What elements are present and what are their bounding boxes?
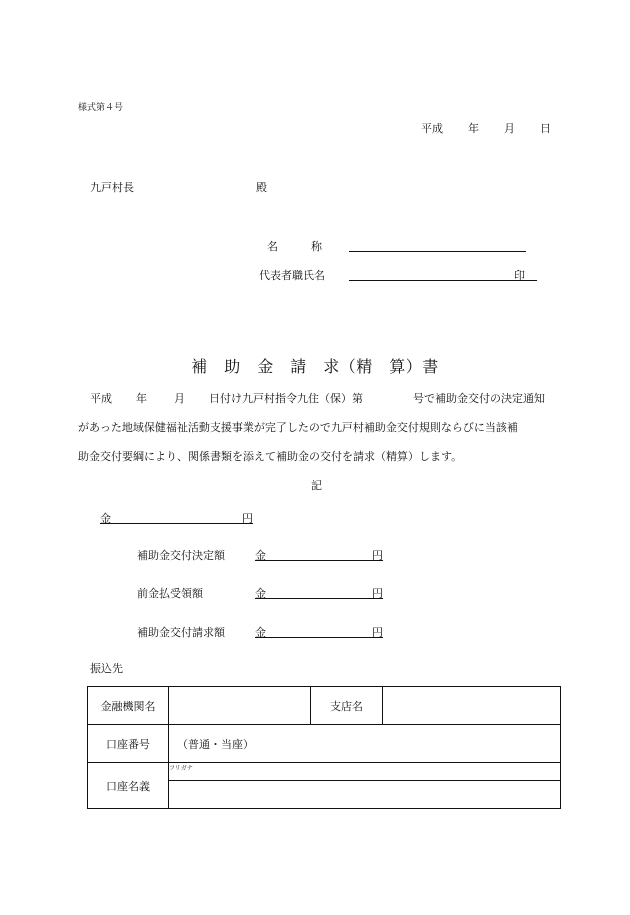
decision-amount-label: 補助金交付決定額	[137, 549, 225, 562]
furigana-label: フリガナ	[169, 765, 193, 772]
total-prefix: 金	[100, 512, 111, 525]
request-amount-line[interactable]	[255, 637, 383, 638]
bank-input-cell[interactable]	[169, 687, 311, 725]
advance-amount-suffix: 円	[372, 587, 383, 600]
account-name-label-cell	[88, 763, 169, 809]
applicant-name-label: 名 称	[267, 240, 322, 253]
account-type: （普通・当座）	[177, 737, 254, 751]
branch-label-cell	[311, 687, 383, 725]
request-amount-label: 補助金交付請求額	[137, 626, 225, 639]
branch-input-cell[interactable]	[383, 687, 561, 725]
addressee-title: 九戸村長	[90, 181, 134, 194]
document-title: 補 助 金 請 求（精 算）書	[191, 357, 439, 376]
bank-label: 金融機関名	[100, 699, 156, 713]
applicant-name-line[interactable]	[349, 251, 526, 252]
body-notice: 号で補助金交付の決定通知	[413, 392, 545, 405]
body-month: 月	[174, 392, 185, 405]
date-year-unit: 年	[468, 122, 479, 135]
total-amount-line[interactable]	[100, 523, 253, 524]
seal-mark: 印	[514, 269, 525, 282]
ki-mark: 記	[311, 479, 322, 492]
account-number-label: 口座番号	[106, 737, 150, 751]
bank-table	[87, 686, 561, 809]
account-number-row	[88, 725, 561, 763]
body-year: 年	[136, 392, 147, 405]
date-month-unit: 月	[504, 122, 515, 135]
body-era: 平成	[90, 392, 112, 405]
furigana-cell[interactable]	[169, 763, 561, 781]
addressee-honorific: 殿	[256, 181, 267, 194]
request-amount-prefix: 金	[255, 626, 266, 639]
date-era: 平成	[421, 122, 443, 135]
total-suffix: 円	[242, 512, 253, 525]
body-line-3: 助金交付要綱により、関係書類を添えて補助金の交付を請求（精算）します。	[78, 450, 463, 463]
body-line-2: があった地域保健福祉活動支援事業が完了したので九戸村補助金交付規則ならびに当該補	[78, 421, 518, 434]
body-date-ref: 日付け九戸村指令九住（保）第	[209, 392, 363, 405]
account-name-input-cell[interactable]	[169, 781, 561, 809]
bank-label-cell	[88, 687, 169, 725]
applicant-rep-label: 代表者職氏名	[259, 269, 325, 282]
date-day-unit: 日	[540, 122, 551, 135]
bank-row	[88, 687, 561, 725]
account-name-row	[88, 763, 561, 781]
transfer-heading: 振込先	[90, 662, 123, 675]
account-number-label-cell	[88, 725, 169, 763]
account-name-label: 口座名義	[106, 779, 150, 793]
advance-amount-label: 前金払受領額	[137, 587, 203, 600]
advance-amount-prefix: 金	[255, 587, 266, 600]
request-amount-suffix: 円	[372, 626, 383, 639]
branch-label: 支店名	[330, 699, 363, 713]
account-number-input-cell[interactable]	[169, 725, 561, 763]
decision-amount-suffix: 円	[372, 549, 383, 562]
decision-amount-line[interactable]	[255, 560, 383, 561]
advance-amount-line[interactable]	[255, 598, 383, 599]
form-number: 様式第４号	[78, 103, 124, 113]
decision-amount-prefix: 金	[255, 549, 266, 562]
applicant-rep-line[interactable]	[349, 280, 537, 281]
